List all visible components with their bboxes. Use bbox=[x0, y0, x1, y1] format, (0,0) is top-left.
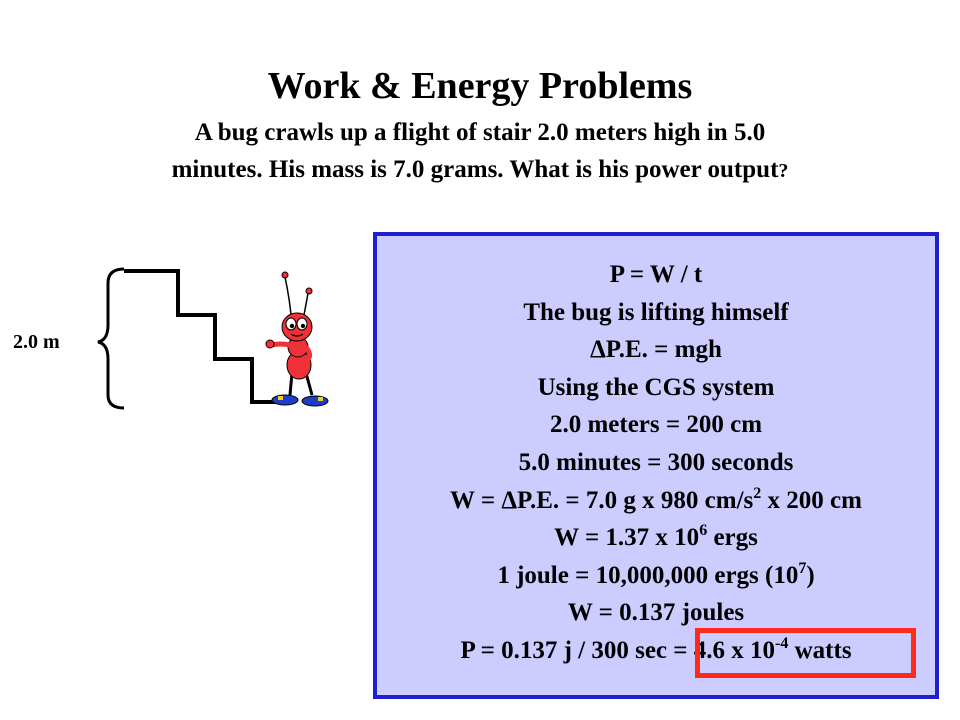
solution-line-6: 5.0 minutes = 300 seconds bbox=[518, 448, 794, 476]
solution-line-11-tail: watts bbox=[788, 636, 852, 664]
brace-icon bbox=[98, 269, 124, 408]
solution-line-7-tail: x 200 cm bbox=[761, 486, 862, 514]
solution-line-7 bbox=[377, 482, 935, 520]
solution-line-8-text: W = 1.37 x 10 bbox=[554, 524, 700, 552]
solution-line-3: ΔP.E. = mgh bbox=[590, 336, 722, 364]
slide-title: Work & Energy Problems bbox=[267, 65, 693, 107]
solution-lines bbox=[377, 256, 935, 670]
solution-line-7-exponent: 2 bbox=[753, 484, 762, 502]
problem-line-1: A bug crawls up a flight of stair 2.0 meters high in 5.0 bbox=[194, 119, 766, 146]
solution-line-8-exponent: 6 bbox=[699, 522, 708, 540]
solution-line-8-tail: ergs bbox=[707, 524, 758, 552]
solution-line-9-text: 1 joule = 10,000,000 ergs (10 bbox=[497, 561, 799, 589]
solution-line-2: The bug is lifting himself bbox=[523, 298, 789, 326]
staircase-icon bbox=[124, 271, 290, 402]
solution-line-11-text: P = 0.137 j / 300 sec = 4.6 x 10 bbox=[460, 636, 776, 664]
solution-line-1: P = W / t bbox=[609, 261, 703, 288]
solution-line-9 bbox=[377, 557, 935, 595]
answer-highlight-box bbox=[695, 628, 916, 678]
problem-line-2-text: minutes. His mass is 7.0 grams. What is his power output bbox=[171, 156, 779, 183]
solution-line-11-exponent: -4 bbox=[775, 634, 789, 652]
solution-line-9-tail: ) bbox=[806, 561, 815, 589]
problem-line-2 bbox=[40, 151, 920, 190]
solution-line-7-text: W = ΔP.E. = 7.0 g x 980 cm/s bbox=[450, 486, 754, 514]
solution-line-4: Using the CGS system bbox=[537, 373, 775, 401]
question-mark: ? bbox=[778, 160, 789, 182]
stair-figure bbox=[0, 255, 360, 425]
bug-icon bbox=[266, 272, 328, 406]
problem-statement bbox=[40, 114, 920, 190]
height-label: 2.0 m bbox=[13, 331, 60, 353]
solution-line-8 bbox=[377, 519, 935, 557]
solution-line-5: 2.0 meters = 200 cm bbox=[549, 411, 763, 439]
solution-line-10: W = 0.137 joules bbox=[567, 599, 745, 627]
solution-line-9-exponent: 7 bbox=[798, 559, 807, 577]
